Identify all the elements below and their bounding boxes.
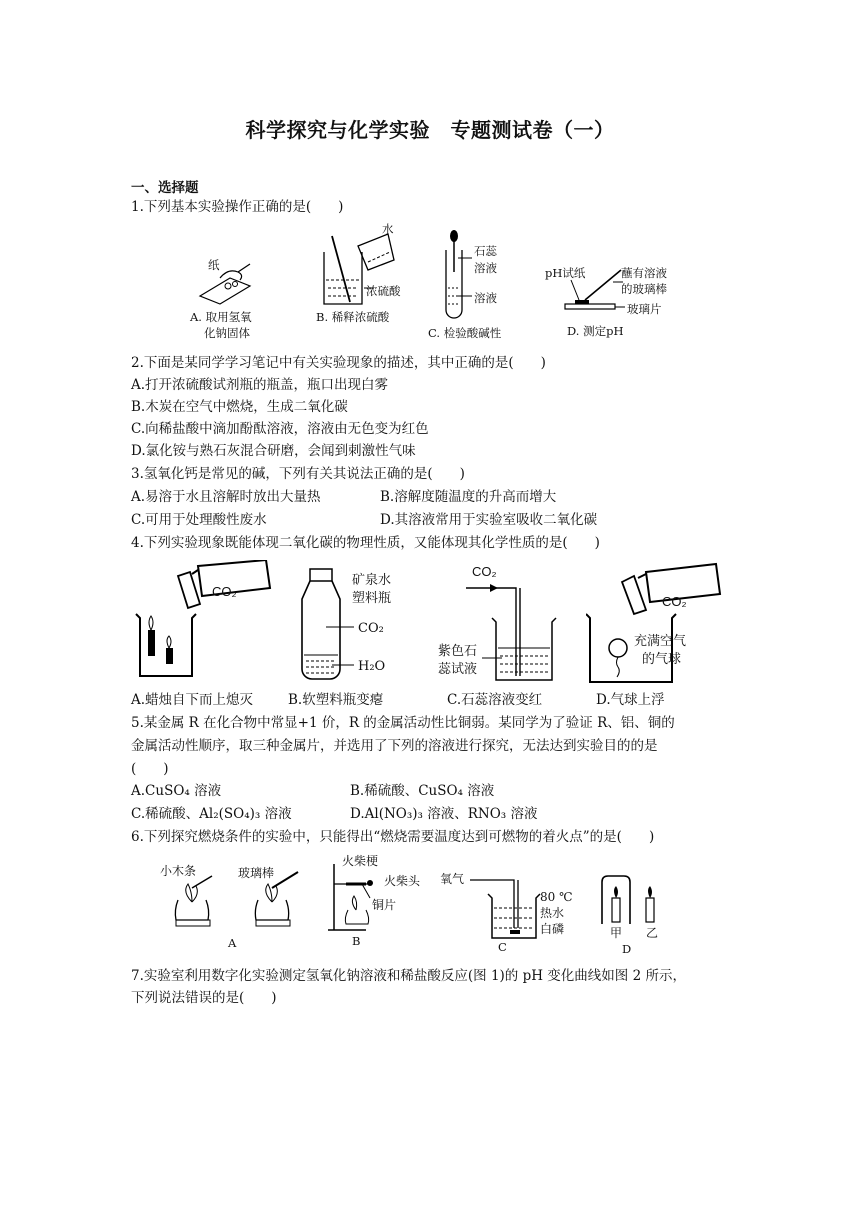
q4-figure-d: [586, 562, 736, 686]
q6a-caption: A: [228, 936, 237, 950]
q6b-matchhead-label: 火柴头: [384, 874, 421, 888]
q1c-litmus-label-1: 石蕊: [474, 244, 497, 258]
q6-figure-d: [596, 872, 676, 958]
q4a-co2-label: CO₂: [212, 584, 237, 599]
q4-figure-c: [436, 562, 566, 684]
q3-option-b: B.溶解度随温度的升高而增大: [380, 489, 557, 505]
q6d-caption: D: [622, 942, 632, 956]
q6d-label-yi: 乙: [646, 926, 659, 940]
q2-stem: 2.下面是某同学学习笔记中有关实验现象的描述，其中正确的是( ): [131, 355, 546, 371]
q4c-co2-label: CO₂: [472, 564, 497, 579]
q4b-h2o-label: H₂O: [358, 659, 386, 674]
q2-option-a: A.打开浓硫酸试剂瓶的瓶盖，瓶口出现白雾: [131, 377, 389, 393]
q1d-rod-label-2: 的玻璃棒: [621, 282, 667, 296]
q4b-bottle-label-1: 矿泉水: [352, 573, 392, 588]
q4d-balloon-label-1: 充满空气: [634, 634, 687, 649]
q1a-caption-1: A. 取用氢氧: [190, 310, 252, 324]
q6b-copper-label: 铜片: [372, 898, 397, 912]
q6a-rod-label: 玻璃棒: [238, 866, 275, 880]
q6c-phosphorus-label: 白磷: [540, 922, 565, 936]
q5-option-c: C.稀硫酸、Al₂(SO₄)₃ 溶液: [131, 806, 292, 822]
q2-option-d: D.氯化铵与熟石灰混合研磨，会闻到刺激性气味: [131, 443, 416, 459]
q5-option-b: B.稀硫酸、CuSO₄ 溶液: [350, 783, 495, 799]
q4d-co2-label: CO₂: [662, 594, 687, 609]
q7-stem-line-1: 7.实验室利用数字化实验测定氢氧化钠溶液和稀盐酸反应(图 1)的 pH 变化曲线如图 2 所示，: [131, 968, 686, 984]
q4-caption-c: C.石蕊溶液变红: [447, 692, 543, 708]
q5-option-a: A.CuSO₄ 溶液: [131, 783, 222, 799]
q1d-ph-label: pH试纸: [545, 266, 586, 280]
q7-stem-line-2: 下列说法错误的是( ): [131, 990, 277, 1006]
q6-figure-c: [440, 862, 590, 956]
q1b-acid-label: 浓硫酸: [366, 284, 401, 298]
q4c-litmus-label-2: 蕊试液: [438, 662, 478, 677]
q6c-water-label: 热水: [540, 906, 565, 920]
q1d-rod-label-1: 蘸有溶液: [621, 266, 667, 280]
q1b-caption: B. 稀释浓硫酸: [316, 310, 390, 324]
q5-option-d: D.Al(NO₃)₃ 溶液、RNO₃ 溶液: [350, 806, 538, 822]
q1c-caption: C. 检验酸碱性: [428, 326, 502, 340]
q2-option-c: C.向稀盐酸中滴加酚酞溶液，溶液由无色变为红色: [131, 421, 429, 437]
q6-figure-a: [158, 862, 308, 952]
q4-stem: 4.下列实验现象既能体现二氧化碳的物理性质，又能体现其化学性质的是( ): [131, 535, 600, 551]
q6b-matchstick-label: 火柴梗: [342, 854, 379, 868]
q1d-caption: D. 测定pH: [567, 324, 624, 338]
q2-option-b: B.木炭在空气中燃烧，生成二氧化碳: [131, 399, 348, 415]
q3-stem: 3.氢氧化钙是常见的碱，下列有关其说法正确的是( ): [131, 466, 465, 482]
q4-figure-b: [296, 565, 426, 685]
q1d-glass-label: 玻璃片: [627, 302, 662, 316]
q1-figure-c: [428, 228, 538, 346]
q4-figure-a: [130, 560, 280, 680]
q5-stem-line-2: 金属活动性顺序，取三种金属片，并选用了下列的溶液进行探究，无法达到实验目的的是: [131, 738, 658, 754]
q4-caption-d: D.气球上浮: [596, 692, 665, 708]
q1-figure-b: [312, 222, 422, 332]
q1-stem: 1.下列基本实验操作正确的是( ): [131, 199, 344, 215]
q3-option-c: C.可用于处理酸性废水: [131, 512, 267, 528]
q5-stem-line-1: 5.某金属 R 在化合物中常显+1 价，R 的金属活动性比铜弱。某同学为了验证 R、铝、铜的: [131, 715, 675, 731]
section-heading: 一、选择题: [131, 180, 199, 196]
q6c-caption: C: [498, 940, 507, 954]
q4d-balloon-label-2: 的气球: [642, 652, 682, 667]
q6c-temp-label: 80 ℃: [540, 890, 573, 904]
q4b-co2-label: CO₂: [358, 621, 384, 636]
q4-caption-a: A.蜡烛自下而上熄灭: [131, 692, 254, 708]
q6a-stick-label: 小木条: [160, 864, 197, 878]
q1c-litmus-label-2: 溶液: [474, 261, 497, 275]
q6c-oxygen-label: 氧气: [440, 872, 465, 886]
q3-option-a: A.易溶于水且溶解时放出大量热: [131, 489, 321, 505]
page-title: 科学探究与化学实验 专题测试卷（一）: [245, 118, 615, 142]
q1a-caption-2: 化钠固体: [204, 326, 250, 340]
q3-option-d: D.其溶液常用于实验室吸收二氧化碳: [380, 512, 598, 528]
q6d-label-jia: 甲: [610, 926, 623, 940]
q4-caption-b: B.软塑料瓶变瘪: [288, 692, 384, 708]
q1-figure-d: [545, 262, 675, 346]
q1a-paper-label: 纸: [208, 258, 220, 272]
q1b-water-label: 水: [382, 222, 394, 236]
q5-stem-line-3: ( ): [131, 761, 169, 777]
q6b-caption: B: [352, 934, 361, 948]
q1c-solution-label: 溶液: [474, 291, 497, 305]
q6-stem: 6.下列探究燃烧条件的实验中，只能得出“燃烧需要温度达到可燃物的着火点”的是( ): [131, 829, 655, 845]
q1-figure-a: [190, 256, 280, 346]
q4b-bottle-label-2: 塑料瓶: [352, 591, 392, 606]
q6-figure-b: [326, 854, 436, 950]
q4c-litmus-label-1: 紫色石: [438, 644, 478, 659]
